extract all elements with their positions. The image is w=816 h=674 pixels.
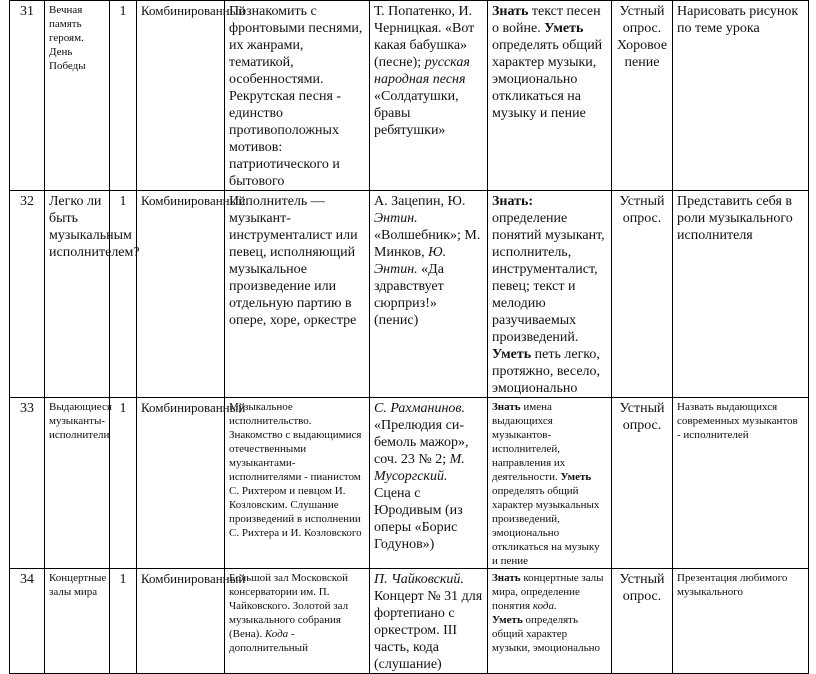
lesson-homework: Представить себя в роли музыкального исполнителя: [673, 191, 809, 398]
lesson-topic: Концертные залы мира: [45, 569, 110, 674]
lesson-requirements: Знать имена выдающихся музыкантов-исполнителей, направления их деятельности. Уметь определять общий характер музыкальных произведений, эмоционально откликаться на музыку и пение: [488, 398, 612, 569]
lesson-type: Комбинированный: [137, 398, 225, 569]
lesson-number: 34: [10, 569, 45, 674]
lesson-control: Устный опрос. Хоровое пение: [612, 1, 673, 191]
lesson-material: П. Чайковский. Концерт № 31 для фортепиано с оркестром. III часть, кода (слушание): [370, 569, 488, 674]
lesson-plan-table: [9, 0, 809, 674]
lesson-number: 33: [10, 398, 45, 569]
lesson-requirements: Знать: определение понятий музыкант, исполнитель, инструменталист, певец; текст и мелодию разучиваемых произведений. Уметь петь легко, протяжно, весело, эмоционально: [488, 191, 612, 398]
lesson-topic: Легко ли быть музыкальным исполнителем?: [45, 191, 110, 398]
lesson-requirements: Знать концертные залы мира, определение понятия кода. Уметь определять общий характер музыки, эмоционально: [488, 569, 612, 674]
lesson-material: С. Рахманинов. «Прелюдия си-бемоль мажор», соч. 23 № 2; М. Мусоргский. Сцена с Юродивым (из оперы «Борис Годунов»): [370, 398, 488, 569]
lesson-control: Устный опрос.: [612, 191, 673, 398]
lesson-control: Устный опрос.: [612, 569, 673, 674]
lesson-type: Комбинированный: [137, 1, 225, 191]
lesson-number: 32: [10, 191, 45, 398]
lesson-topic: Выдающиеся музыканты-исполнители: [45, 398, 110, 569]
lesson-type: Комбинированный: [137, 191, 225, 398]
lesson-requirements: Знать текст песен о войне. Уметь определять общий характер музыки, эмоционально откликаться на музыку и пение: [488, 1, 612, 191]
lesson-hours: 1: [110, 569, 137, 674]
lesson-content: Большой зал Московской консерватории им. П. Чайковского. Золотой зал музыкального собрания (Вена). Кода - дополнительный: [225, 569, 370, 674]
lesson-homework: Назвать выдающихся современных музыкантов - исполнителей: [673, 398, 809, 569]
lesson-content: Исполнитель — музыкант-инструменталист или певец, исполняющий музыкальное произведение или отдельную партию в опере, хоре, оркестре: [225, 191, 370, 398]
lesson-topic: Вечная память героям. День Победы: [45, 1, 110, 191]
table-row: [10, 569, 809, 674]
lesson-number: 31: [10, 1, 45, 191]
lesson-homework: Нарисовать рисунок по теме урока: [673, 1, 809, 191]
lesson-material: Т. Попатенко, И. Черницкая. «Вот какая бабушка» (песне); русская народная песня «Солдатушки, бравы ребятушки»: [370, 1, 488, 191]
lesson-hours: 1: [110, 398, 137, 569]
lesson-homework: Презентация любимого музыкального: [673, 569, 809, 674]
lesson-material: А. Зацепин, Ю. Энтин. «Волшебник»; М. Минков, Ю. Энтин. «Да здравствует сюрприз!» (пенис): [370, 191, 488, 398]
lesson-hours: 1: [110, 1, 137, 191]
table-row: [10, 191, 809, 398]
lesson-content: Музыкальное исполнительство. Знакомство с выдающимися отечественными музыкантами-исполнителями - пианистом С. Рихтером и певцом И. Козловским. Слушание произведений в исполнении С. Рихтера и И. Козловского: [225, 398, 370, 569]
table-row: [10, 398, 809, 569]
lesson-type: Комбинированный: [137, 569, 225, 674]
lesson-content: Познакомить с фронтовыми песнями, их жанрами, тематикой, особенностями. Рекрутская песня - единство противоположных мотивов: патриотического и бытового: [225, 1, 370, 191]
lesson-hours: 1: [110, 191, 137, 398]
lesson-control: Устный опрос.: [612, 398, 673, 569]
table-row: [10, 1, 809, 191]
